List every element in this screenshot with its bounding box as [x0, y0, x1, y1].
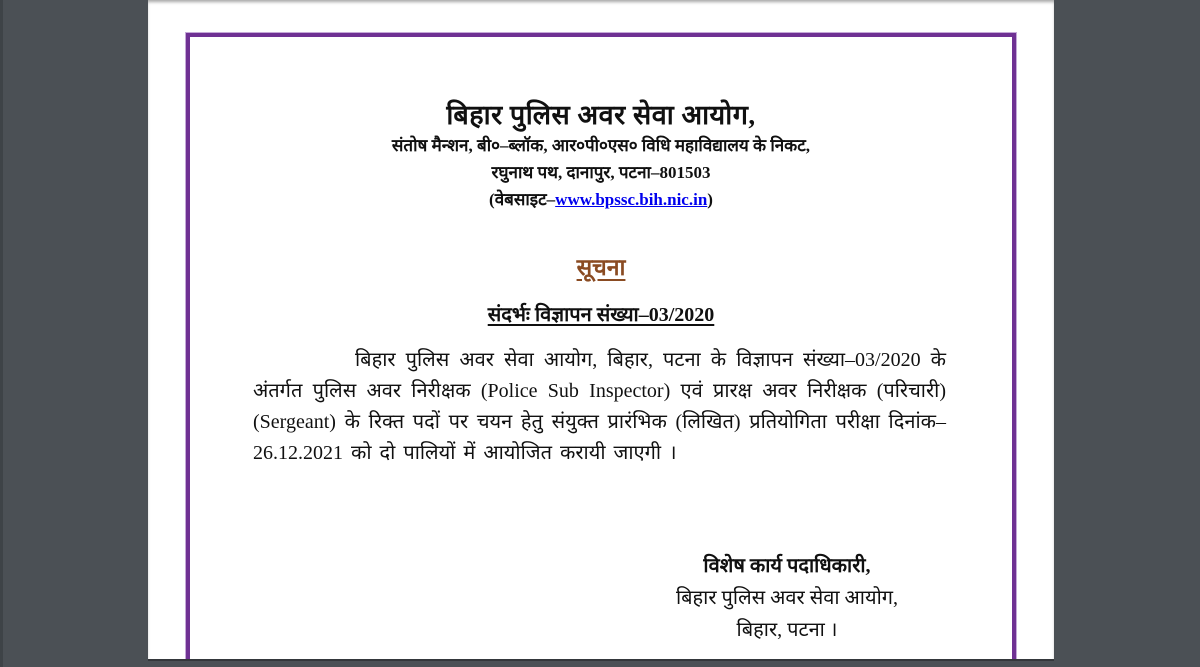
website-link[interactable]: www.bpssc.bih.nic.in [555, 190, 708, 209]
document-content [190, 98, 1012, 659]
org-name-heading: बिहार पुलिस अवर सेवा आयोग, [446, 100, 756, 130]
signature-block [627, 550, 947, 646]
notice-heading: सूचना [576, 255, 626, 280]
website-prefix: (वेबसाइट– [489, 190, 556, 209]
purple-border-frame [186, 33, 1016, 659]
signature-designation: विशेष कार्य पदाधिकारी, [703, 555, 871, 577]
signature-organization: बिहार पुलिस अवर सेवा आयोग, [675, 587, 899, 609]
document-page [148, 0, 1054, 659]
address-line-2: रघुनाथ पथ, दानापुर, पटना–801503 [491, 163, 711, 182]
reference-heading: संदर्भः विज्ञापन संख्या–03/2020 [487, 304, 715, 326]
address-line-1: संतोष मैन्शन, बी०–ब्लॉक, आर०पी०एस० विधि महाविद्यालय के निकट, [391, 136, 811, 155]
website-suffix: ) [707, 190, 713, 209]
notice-body-paragraph: बिहार पुलिस अवर सेवा आयोग, बिहार, पटना के विज्ञापन संख्या–03/2020 के अंतर्गत पुलिस अवर निरीक्षक (Police Sub Inspector) एवं प्रारक्ष अवर निरीक्षक (परिचारी) (Sergeant) के रिक्त पदों पर चयन हेतु संयुक्त प्रारंभिक (लिखित) प्रतियोगिता परीक्षा दिनांक–26.12.2021 को दो पालियों में आयोजित करायी जाएगी । [253, 349, 946, 464]
viewer-left-edge [0, 0, 3, 667]
website-line [190, 186, 1012, 213]
signature-location: बिहार, पटना । [736, 619, 838, 641]
